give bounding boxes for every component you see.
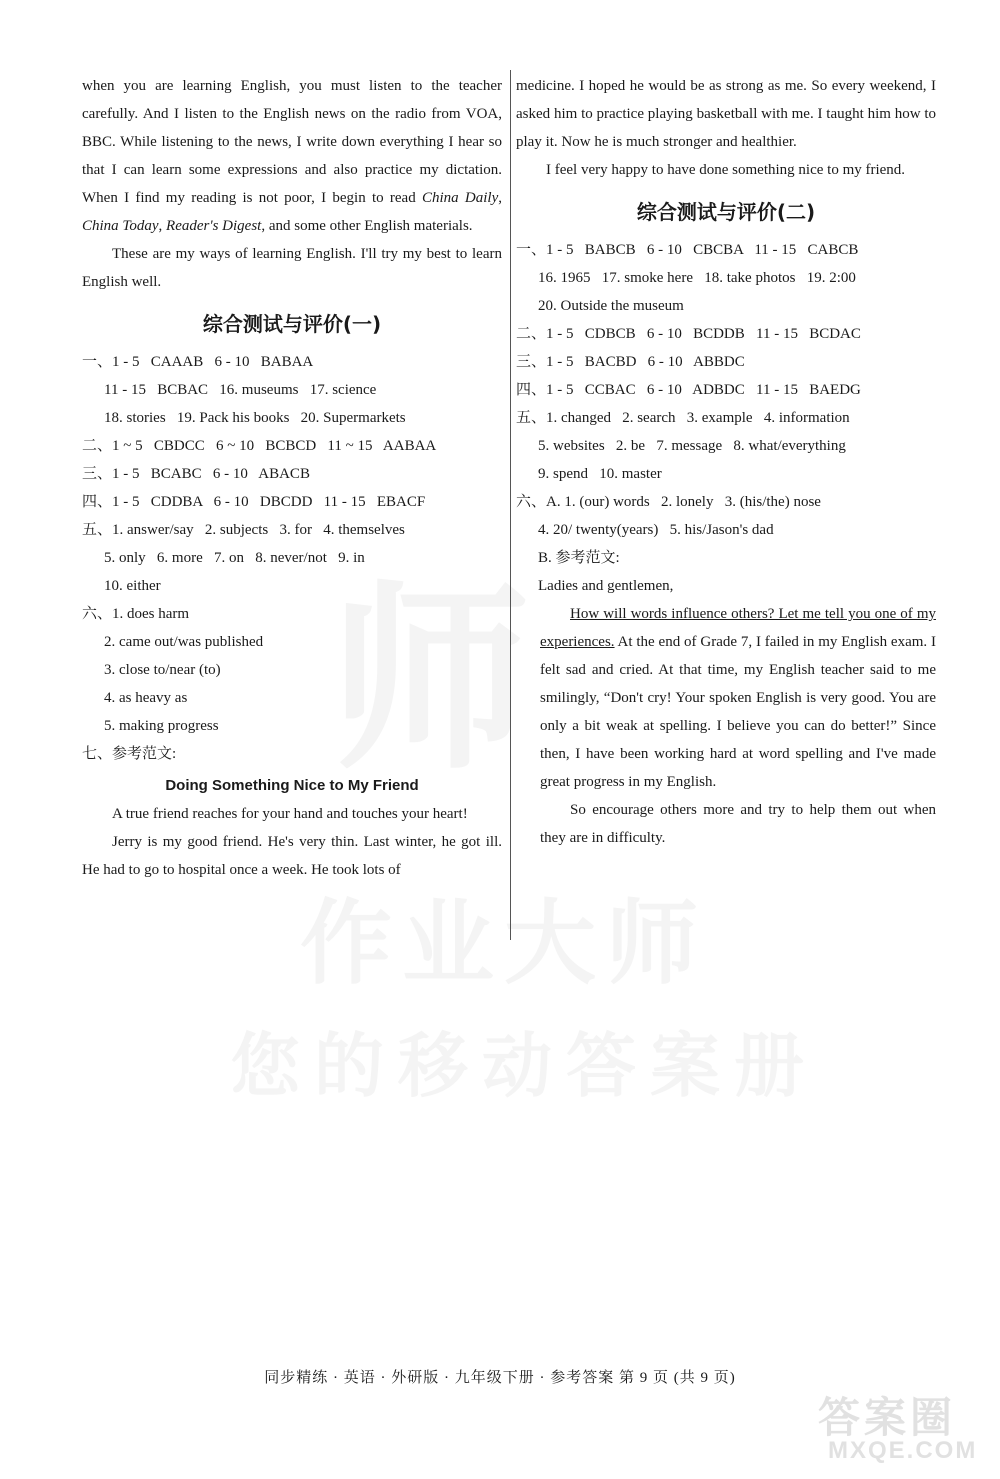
- right-column: [516, 72, 936, 852]
- answer-row: B. 参考范文:: [538, 550, 620, 566]
- paragraph: Jerry is my good friend. He's very thin. Last winter, he got ill. He had to go to hospital once a week. He took lots of: [82, 834, 502, 878]
- answer-row: 二、1 - 5 CDBCB 6 - 10 BCDDB 11 - 15 BCDAC: [516, 326, 861, 342]
- text: At the end of Grade 7, I failed in my English exam. I felt sad and cried. At that time, my English teacher said to me smilingly, “Don't cry! Your spoken English is very good. You are only a bit weak at spelling. I believe you can do better!” Since then, I have been working hard at word spelling and I've made great progress in my English.: [540, 634, 936, 790]
- answer-row: 四、1 - 5 CDDBA 6 - 10 DBCDD 11 - 15 EBACF: [82, 494, 426, 510]
- answer-row: 一、1 - 5 CAAAB 6 - 10 BABAA: [82, 354, 314, 370]
- answer-row: 六、1. does harm: [82, 606, 190, 622]
- paragraph: [82, 72, 502, 240]
- column-divider: [510, 70, 511, 940]
- answer-row: 18. stories 19. Pack his books 20. Supermarkets: [104, 410, 406, 426]
- answer-row: 七、参考范文:: [82, 746, 177, 762]
- answer-row: 五、1. changed 2. search 3. example 4. information: [516, 410, 850, 426]
- answer-row: Ladies and gentlemen,: [538, 578, 674, 594]
- answer-row: 4. 20/ twenty(years) 5. his/Jason's dad: [538, 522, 774, 538]
- answer-row: 4. as heavy as: [104, 690, 188, 706]
- text: , and some other English materials.: [261, 218, 473, 234]
- answer-row: 一、1 - 5 BABCB 6 - 10 CBCBA 11 - 15 CABCB: [516, 242, 859, 258]
- stamp-url: MXQE.COM: [828, 1437, 978, 1464]
- text: ,: [158, 218, 167, 234]
- watermark-text: [300, 870, 708, 1002]
- paragraph: So encourage others more and try to help them out when they are in difficulty.: [540, 802, 936, 846]
- magazine-title: China Today: [82, 218, 159, 234]
- section-title: 综合测试与评价(一): [202, 312, 382, 336]
- answer-row: 9. spend 10. master: [538, 466, 662, 482]
- paragraph: [516, 600, 936, 796]
- answer-row: 5. websites 2. be 7. message 8. what/everything: [538, 438, 846, 454]
- answer-row: 20. Outside the museum: [538, 298, 684, 314]
- magazine-title: Reader's Digest: [166, 218, 262, 234]
- watermark-slogan: [230, 1010, 818, 1111]
- answer-row: 六、A. 1. (our) words 2. lonely 3. (his/the) nose: [516, 494, 821, 510]
- answer-row: 10. either: [104, 578, 161, 594]
- answer-row: 11 - 15 BCBAC 16. museums 17. science: [104, 382, 377, 398]
- underlined-text: How will words influence others? Let me tell you one of my experiences.: [540, 606, 936, 650]
- answer-row: 三、1 - 5 BACBD 6 - 10 ABBDC: [516, 354, 745, 370]
- answer-row: 16. 1965 17. smoke here 18. take photos 19. 2:00: [538, 270, 856, 286]
- answer-row: 3. close to/near (to): [104, 662, 221, 678]
- paragraph: I feel very happy to have done something nice to my friend.: [546, 162, 906, 178]
- section-title: 综合测试与评价(二): [636, 200, 816, 224]
- magazine-title: China Daily: [421, 190, 499, 206]
- stamp-logo: 答案圈: [818, 1393, 957, 1442]
- text: when you are learning English, you must listen to the teacher carefully. And I listen to the English news on the radio from VOA, BBC. While listening to the news, I write down everything I hear so that I can learn some expressions and also practice my dictation. When I find my reading is not poor, I begin to read: [82, 78, 502, 206]
- text: ,: [498, 190, 503, 206]
- paragraph: A true friend reaches for your hand and touches your heart!: [112, 806, 468, 822]
- answer-row: 5. only 6. more 7. on 8. never/not 9. in: [104, 550, 365, 566]
- answer-row: 四、1 - 5 CCBAC 6 - 10 ADBDC 11 - 15 BAEDG: [516, 382, 861, 398]
- answer-row: 二、1 ~ 5 CBDCC 6 ~ 10 BCBCD 11 ~ 15 AABAA: [82, 438, 437, 454]
- paragraph: These are my ways of learning English. I'll try my best to learn English well.: [82, 246, 502, 290]
- left-column: [82, 72, 502, 884]
- answer-row: 五、1. answer/say 2. subjects 3. for 4. themselves: [82, 522, 405, 538]
- answer-row: 三、1 - 5 BCABC 6 - 10 ABACB: [82, 466, 310, 482]
- site-stamp: [798, 1385, 988, 1471]
- answer-row: 2. came out/was published: [104, 634, 264, 650]
- answer-row: 5. making progress: [104, 718, 219, 734]
- paragraph: medicine. I hoped he would be as strong as me. So every weekend, I asked him to practice playing basketball with me. I taught him how to play it. Now he is much stronger and healthier.: [516, 78, 936, 150]
- page-footer: 同步精练 · 英语 · 外研版 · 九年级下册 · 参考答案 第 9 页 (共 9 页): [264, 1370, 736, 1386]
- essay-title: Doing Something Nice to My Friend: [165, 777, 419, 794]
